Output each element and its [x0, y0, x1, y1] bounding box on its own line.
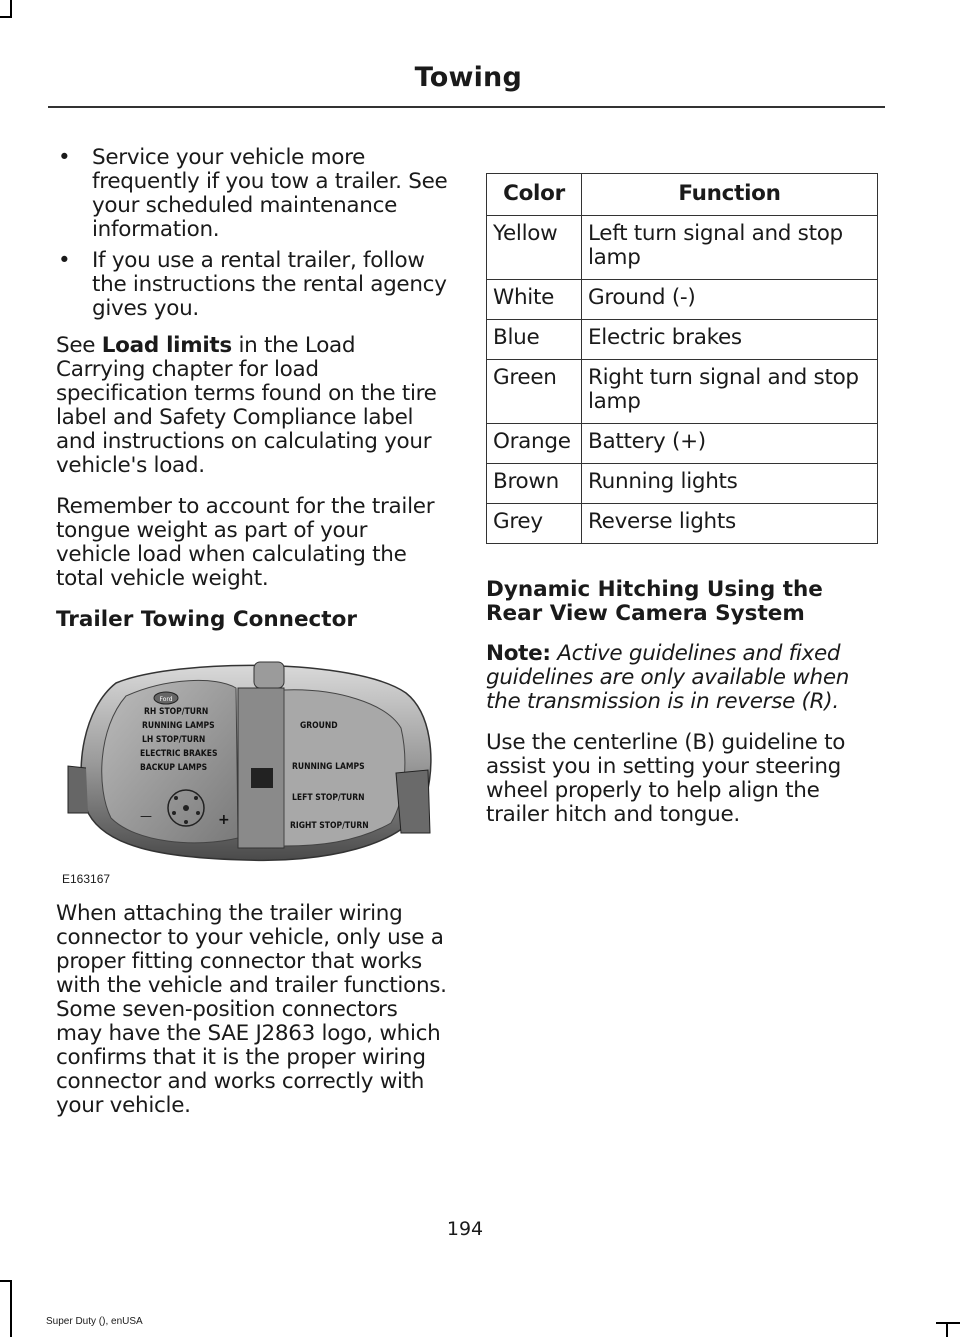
bullet-text: If you use a rental trailer, follow the instructions the rental agency gives you. — [92, 248, 447, 321]
color-cell: Yellow — [487, 216, 582, 280]
function-cell: Reverse lights — [582, 504, 878, 544]
left-column — [56, 146, 448, 1135]
wire-color-table — [486, 173, 878, 544]
function-cell: Electric brakes — [582, 320, 878, 360]
table-header-row — [487, 174, 878, 216]
crop-mark — [0, 16, 12, 18]
note-label: Note: — [486, 641, 551, 666]
page-number: 194 — [446, 1218, 484, 1240]
figure-id: E163167 — [62, 872, 111, 886]
table-row — [487, 216, 878, 280]
tongue-weight-paragraph: Remember to account for the trailer tongue weight as part of your vehicle load when calculating the total vehicle weight. — [56, 494, 435, 591]
color-cell: White — [487, 280, 582, 320]
pin-label-left: RH STOP/TURN — [144, 707, 209, 717]
centerline-paragraph: Use the centerline (B) guideline to assist you in setting your steering wheel properly to help align the trailer hitch and tongue. — [486, 730, 846, 827]
bullet-icon: • — [58, 248, 71, 273]
color-cell: Green — [487, 360, 582, 424]
connector-figure — [56, 648, 448, 888]
pin-label-right: RIGHT STOP/TURN — [290, 821, 369, 831]
load-limits-paragraph — [56, 334, 448, 478]
para-text: in the Load Carrying chapter for load specification terms found on the tire label and Safety Compliance label and instructions on calculating your vehicle's load. — [56, 333, 437, 478]
crop-mark — [0, 1280, 12, 1282]
bullet-text: Service your vehicle more frequently if you tow a trailer. See your scheduled maintenance information. — [92, 145, 448, 242]
crop-mark — [10, 1280, 12, 1337]
page-title: Towing — [414, 62, 522, 93]
function-cell: Ground (-) — [582, 280, 878, 320]
connector-illustration — [56, 648, 448, 888]
pin-label-left: LH STOP/TURN — [142, 735, 206, 745]
section-heading: Trailer Towing Connector — [56, 607, 357, 632]
pin-label-left: ELECTRIC BRAKES — [140, 749, 218, 759]
bullet-item — [56, 146, 448, 242]
table-row — [487, 424, 878, 464]
minus-symbol: — — [140, 809, 152, 823]
connector-paragraph: When attaching the trailer wiring connector to your vehicle, only use a proper fitting connector that works with the vehicle and trailer functions. Some seven-position connectors may have the SAE J2863 logo, which confirms that it is the proper wiring connector and works correctly with your vehicle. — [56, 901, 447, 1118]
crop-mark — [936, 1322, 960, 1324]
para-text: See — [56, 333, 102, 358]
color-cell: Blue — [487, 320, 582, 360]
pin-label-right: LEFT STOP/TURN — [292, 793, 365, 803]
table-row — [487, 320, 878, 360]
note-paragraph — [486, 642, 878, 714]
right-column — [486, 173, 878, 844]
function-cell: Battery (+) — [582, 424, 878, 464]
pin-label-left: RUNNING LAMPS — [142, 721, 215, 731]
pin-label-right: RUNNING LAMPS — [292, 762, 365, 772]
header-divider — [48, 106, 885, 108]
load-limits-link[interactable]: Load limits — [101, 333, 232, 358]
footer-doc-info: Super Duty (), enUSA — [46, 1316, 143, 1327]
pin-label-right: GROUND — [300, 721, 338, 731]
column-header-color: Color — [487, 174, 582, 216]
function-cell: Right turn signal and stop lamp — [582, 360, 878, 424]
table-row — [487, 280, 878, 320]
color-cell: Grey — [487, 504, 582, 544]
note-text: Active guidelines and fixed guidelines are only available when the transmission is in reverse (R). — [486, 641, 850, 714]
pin-label-left: BACKUP LAMPS — [140, 763, 208, 773]
color-cell: Brown — [487, 464, 582, 504]
function-cell: Running lights — [582, 464, 878, 504]
section-heading: Dynamic Hitching Using the Rear View Camera System — [486, 577, 823, 626]
plus-symbol: + — [218, 812, 230, 828]
crop-mark — [946, 1322, 948, 1337]
function-cell: Left turn signal and stop lamp — [582, 216, 878, 280]
table-row — [487, 360, 878, 424]
bullet-icon: • — [58, 145, 71, 170]
color-cell: Orange — [487, 424, 582, 464]
table-row — [487, 504, 878, 544]
ford-logo-text: Ford — [159, 696, 173, 703]
column-header-function: Function — [582, 174, 878, 216]
table-row — [487, 464, 878, 504]
bullet-item — [56, 249, 448, 321]
